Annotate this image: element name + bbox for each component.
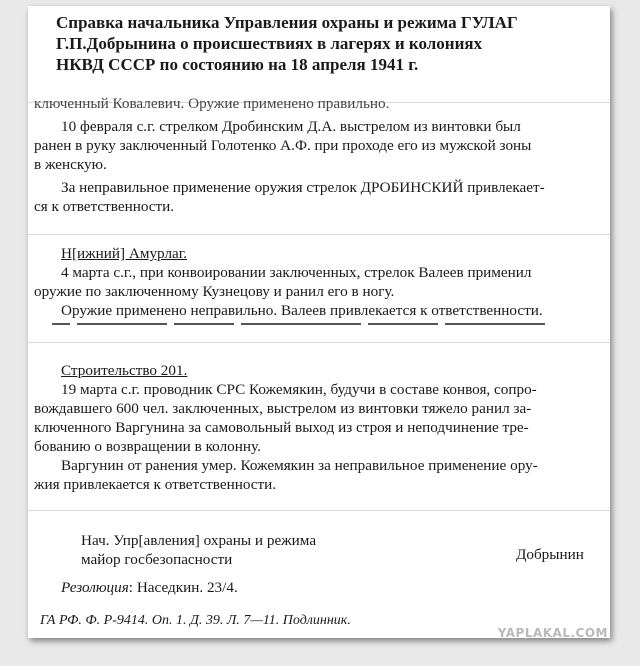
paragraph-line: жия привлекается к ответственности. [34, 476, 277, 493]
paragraph-line: бованию о возвращении в колонну. [34, 438, 261, 455]
paragraph-line: оружие по заключенному Кузнецову и ранил его в ногу. [34, 283, 395, 300]
paragraph-line: Оружие применено неправильно. Валеев привлекается к ответственности. [61, 302, 543, 319]
fragment-stroitelstvo-201 [28, 342, 610, 507]
paragraph-line: в женскую. [34, 156, 107, 173]
resolution [61, 578, 238, 597]
paragraph-line: 19 марта с.г. проводник СРС Кожемякин, будучи в составе конвоя, сопро- [61, 381, 537, 398]
paragraph-line: 4 марта с.г., при конвоировании заключенных, стрелок Валеев применил [61, 264, 532, 281]
document-title-line-1: Справка начальника Управления охраны и режима ГУЛАГ [56, 13, 518, 32]
document-sheet [28, 6, 610, 638]
signatory-position-line-2: майор госбезопасности [81, 551, 233, 568]
cut-off-text-line: ключенный Ковалевич. Оружие применено правильно. [34, 95, 390, 112]
document-title-line-3: НКВД СССР по состоянию на 18 апреля 1941 г. [56, 55, 419, 74]
header-fragment [28, 6, 610, 102]
archive-source: ГА РФ. Ф. Р-9414. Оп. 1. Д. 39. Л. 7—11. Подлинник. [40, 613, 351, 628]
resolution-label: Резолюция [61, 579, 129, 596]
paragraph-line: вождавшего 600 чел. заключенных, выстрелом из винтовки тяжело ранил за- [34, 400, 532, 417]
fragment-amurlag [28, 234, 610, 339]
fragment-drobinsky [28, 95, 610, 231]
section-heading: Строительство 201. [61, 362, 188, 379]
paragraph-line: 10 февраля с.г. стрелком Дробинским Д.А. выстрелом из винтовки был [61, 118, 521, 135]
document-title-line-2: Г.П.Добрынина о происшествиях в лагерях и колониях [56, 34, 483, 53]
fragment-signature [28, 510, 610, 638]
signatory-name: Добрынин [516, 546, 584, 563]
section-heading: Н[ижний] Амурлаг. [61, 245, 188, 262]
paragraph-line: Варгунин от ранения умер. Кожемякин за неправильное применение ору- [61, 457, 538, 474]
signatory-position-line-1: Нач. Упр[авления] охраны и режима [81, 532, 317, 549]
site-watermark: YAPLAKAL.COM [497, 626, 608, 640]
paragraph-line: За неправильное применение оружия стрелок ДРОБИНСКИЙ привлекает- [61, 179, 545, 196]
paragraph-line: ключенного Варгунина за самовольный выход из строя и неподчинение тре- [34, 419, 529, 436]
paragraph-line: ранен в руку заключенный Голотенко А.Ф. при проходе его из мужской зоны [34, 137, 532, 154]
paragraph-line: ся к ответственности. [34, 198, 175, 215]
cut-off-text-fragment [52, 322, 582, 328]
resolution-text: : Наседкин. 23/4. [128, 579, 238, 596]
